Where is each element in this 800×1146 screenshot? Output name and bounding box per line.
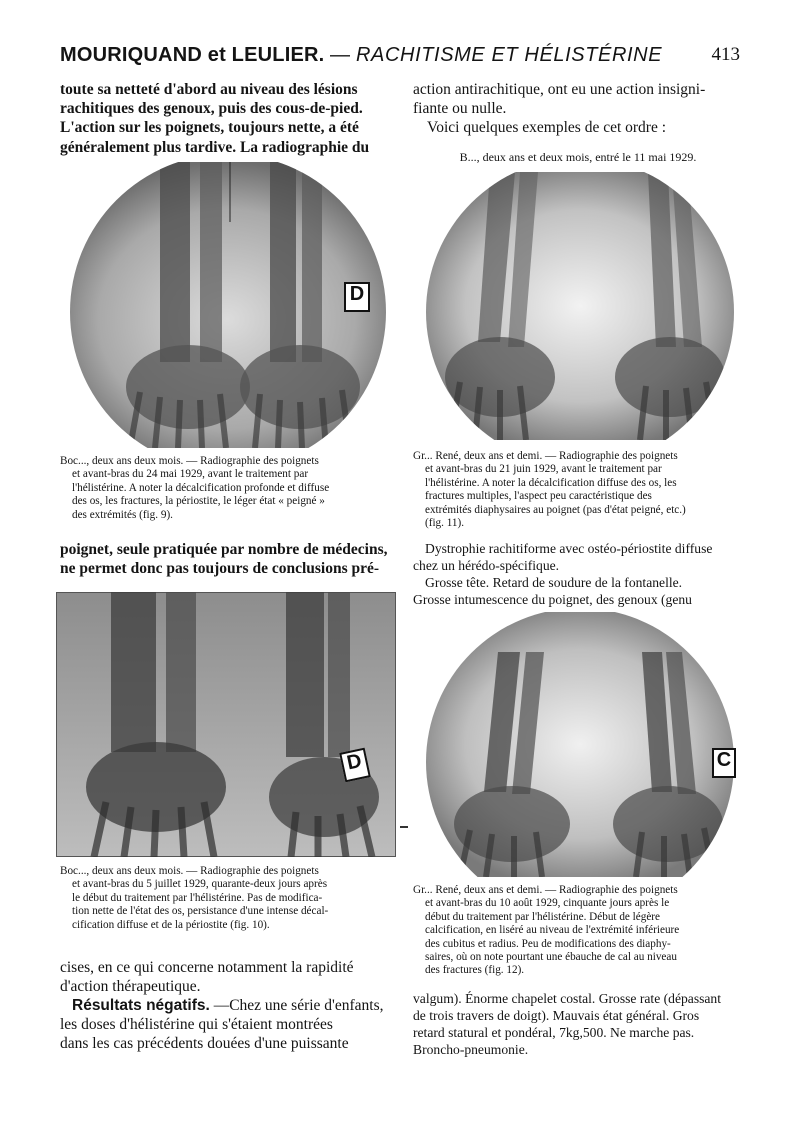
header-authors: MOURIQUAND et LEULIER. bbox=[60, 44, 325, 66]
page-margin-mark bbox=[400, 826, 408, 828]
caption-line: Boc..., deux ans deux mois. — Radiographie des poignets bbox=[60, 455, 319, 467]
text-line: Broncho-pneumonie. bbox=[413, 1042, 529, 1057]
figure-11-radiograph bbox=[420, 172, 740, 440]
figure-12-radiograph bbox=[420, 612, 740, 877]
caption-line: Gr... René, deux ans et demi. — Radiographie des poignets bbox=[413, 450, 678, 462]
text-line: Grosse tête. Retard de soudure de la fontanelle. bbox=[425, 575, 683, 590]
text-line: Grosse intumescence du poignet, des genoux (genu bbox=[413, 592, 692, 607]
right-paragraph-3 bbox=[413, 990, 743, 1058]
figure-9-caption bbox=[60, 455, 394, 522]
caption-line: l'hélistérine. A noter la décalcification diffuse des os, les bbox=[425, 476, 677, 489]
caption-line: des extrémités (fig. 9). bbox=[72, 508, 173, 521]
text-line: toute sa netteté d'abord au niveau des lésions bbox=[60, 81, 358, 98]
caption-line: Gr... René, deux ans et demi. — Radiographie des poignets bbox=[413, 884, 678, 896]
caption-line: et avant-bras du 5 juillet 1929, quarante-deux jours après bbox=[72, 878, 328, 891]
caption-line: Boc..., deux ans deux mois. — Radiographie des poignets bbox=[60, 865, 319, 877]
caption-line: fractures multiples, l'aspect peu caractéristique des bbox=[425, 490, 652, 503]
text-line: rachitiques des genoux, puis des cous-de-pied. bbox=[60, 100, 363, 118]
text-line: Dystrophie rachitiforme avec ostéo-périostite diffuse bbox=[425, 541, 713, 556]
text-line: retard statural et pondéral, 7kg,500. Ne marche pas. bbox=[413, 1025, 695, 1040]
left-paragraph-1 bbox=[60, 80, 394, 157]
text-line: dans les cas précédents douées d'une puissante bbox=[60, 1035, 349, 1053]
text-line: cises, en ce qui concerne notamment la rapidité bbox=[60, 959, 354, 976]
caption-line: cification diffuse et de la périostite (fig. 10). bbox=[72, 918, 270, 931]
running-header bbox=[60, 44, 740, 72]
figure-10-marker: D bbox=[339, 748, 371, 783]
text-line: valgum). Énorme chapelet costal. Grosse rate (dépassant bbox=[413, 991, 722, 1006]
caption-line: des cubitus et radius. Peu de modifications des diaphy- bbox=[425, 937, 671, 950]
text-line: Voici quelques exemples de cet ordre : bbox=[427, 119, 667, 137]
figure-10-caption bbox=[60, 865, 394, 932]
left-paragraph-3 bbox=[60, 958, 394, 996]
text-line: fiante ou nulle. bbox=[413, 100, 507, 118]
caption-line: des os, les fractures, la périostite, le léger état « peigné » bbox=[72, 495, 325, 508]
caption-line: et avant-bras du 10 août 1929, cinquante jours après le bbox=[425, 897, 670, 910]
caption-line: début du traitement par l'hélistérine. Début de légère bbox=[425, 910, 660, 923]
caption-line: l'hélistérine. A noter la décalcification profonde et diffuse bbox=[72, 481, 330, 494]
figure-9-marker: D bbox=[344, 282, 370, 312]
section-heading: Résultats négatifs. bbox=[72, 997, 210, 1014]
figure-12-caption bbox=[413, 884, 743, 978]
left-paragraph-4 bbox=[60, 996, 394, 1054]
text-line bbox=[60, 996, 394, 1015]
caption-line: calcification, en liséré au niveau de l'extrémité inférieure bbox=[425, 924, 680, 937]
caption-line: (fig. 11). bbox=[425, 517, 465, 530]
caption-line: saires, où on note pourtant une ébauche de cal au niveau bbox=[425, 951, 677, 964]
right-paragraph-2 bbox=[413, 540, 743, 608]
right-paragraph-1 bbox=[413, 80, 743, 138]
page-number: 413 bbox=[711, 44, 740, 65]
figure-10-radiograph bbox=[56, 592, 396, 857]
text-line: poignet, seule pratiquée par nombre de médecins, bbox=[60, 541, 388, 558]
case-heading: B..., deux ans et deux mois, entré le 11 mai 1929. bbox=[459, 150, 697, 164]
text-line: de trois travers de doigt). Mauvais état général. Gros bbox=[413, 1008, 700, 1023]
text-run: —Chez une série d'enfants, bbox=[209, 997, 384, 1014]
text-line: L'action sur les poignets, toujours nette, a été bbox=[60, 119, 359, 137]
caption-line: et avant-bras du 24 mai 1929, avant le traitement par bbox=[72, 468, 309, 481]
header-title: RACHITISME ET HÉLISTÉRINE bbox=[356, 44, 663, 66]
figure-12-marker: C bbox=[712, 748, 736, 778]
left-paragraph-2 bbox=[60, 540, 394, 578]
text-line: ne permet donc pas toujours de conclusions pré- bbox=[60, 560, 380, 578]
caption-line: le début du traitement par l'hélistérine. Pas de modifica- bbox=[72, 891, 323, 904]
caption-line: tion nette de l'état des os, persistance d'une intense décal- bbox=[72, 905, 329, 918]
caption-line: extrémités diaphysaires au poignet (pas d'état peigné, etc.) bbox=[425, 503, 686, 516]
caption-line: et avant-bras du 21 juin 1929, avant le traitement par bbox=[425, 463, 662, 476]
header-dash: — bbox=[330, 44, 350, 66]
caption-line: des fractures (fig. 12). bbox=[425, 964, 525, 977]
figure-11-caption bbox=[413, 450, 743, 530]
text-line: action antirachitique, ont eu une action insigni- bbox=[413, 81, 706, 98]
text-line: les doses d'hélistérine qui s'étaient montrées bbox=[60, 1016, 333, 1034]
text-line: généralement plus tardive. La radiographie du bbox=[60, 138, 370, 156]
figure-9-radiograph bbox=[60, 162, 394, 448]
text-line: d'action thérapeutique. bbox=[60, 978, 201, 996]
text-line: chez un hérédo-spécifique. bbox=[413, 558, 560, 573]
